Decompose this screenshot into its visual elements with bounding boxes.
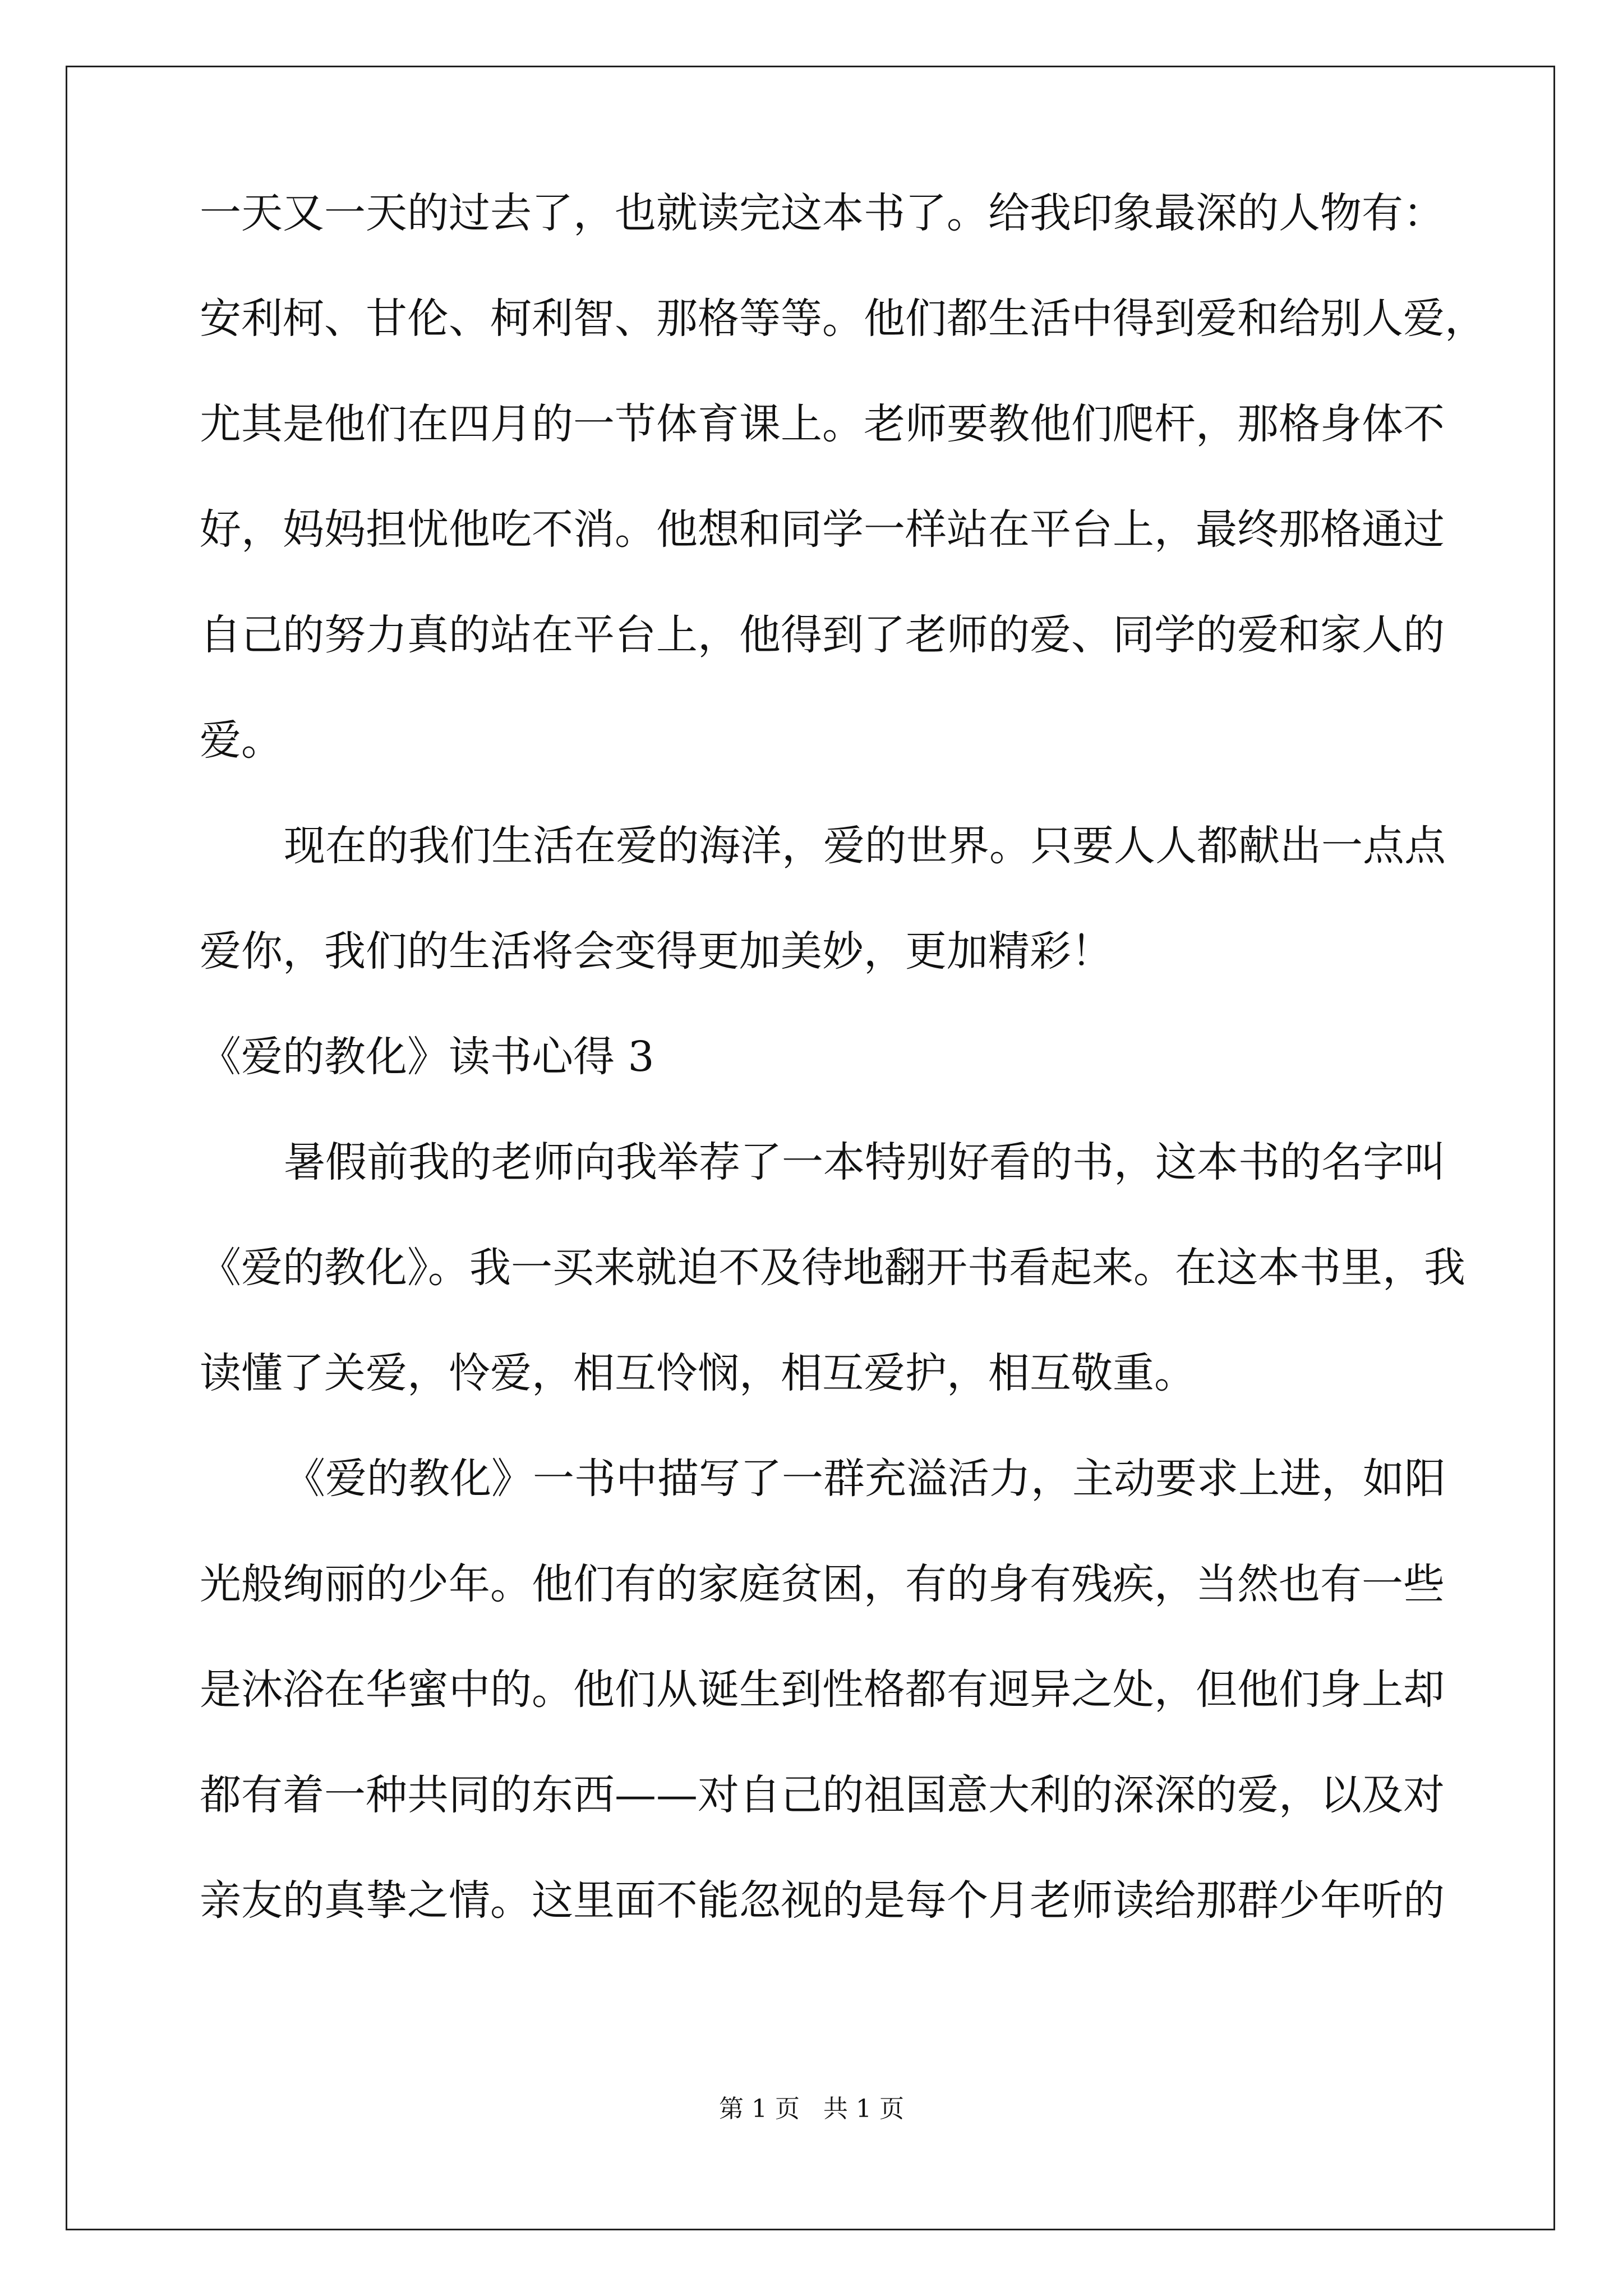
text-line: 尤其是他们在四月的一节体育课上。老师要教他们爬杆，那格身体不 xyxy=(200,400,1445,448)
text-line: 亲友的真挚之情。这里面不能忽视的是每个月老师读给那群少年听的 xyxy=(200,1876,1445,1925)
text-line: 《爱的教化》。我一买来就迫不及待地翻开书看起来。在这本书里，我 xyxy=(200,1244,1465,1292)
text-line: 读懂了关爱，怜爱，相互怜悯，相互爱护，相互敬重。 xyxy=(200,1349,1196,1397)
text-line: 光般绚丽的少年。他们有的家庭贫困，有的身有残疾，当然也有一些 xyxy=(200,1560,1445,1608)
text-line: 自己的努力真的站在平台上，他得到了老师的爱、同学的爱和家人的 xyxy=(200,611,1445,659)
text-line: 一天又一天的过去了，也就读完这本书了。给我印象最深的人物有： xyxy=(200,189,1445,237)
page-footer xyxy=(0,2092,1623,2126)
text-line: 现在的我们生活在爱的海洋，爱的世界。只要人人都献出一点点 xyxy=(284,822,1446,870)
page-number: 第 1 页 xyxy=(719,2095,800,2123)
text-line: 好，妈妈担忧他吃不消。他想和同学一样站在平台上，最终那格通过 xyxy=(200,505,1445,554)
text-line: 《爱的教化》一书中描写了一群充溢活力，主动要求上进，如阳 xyxy=(284,1455,1446,1503)
text-line: 暑假前我的老师向我举荐了一本特别好看的书，这本书的名字叫 xyxy=(284,1138,1446,1186)
text-line: 安利柯、甘伦、柯利智、那格等等。他们都生活中得到爱和给别人爱， xyxy=(200,295,1486,343)
section-heading: 《爱的教化》读书心得 3 xyxy=(200,1033,654,1081)
text-line: 都有着一种共同的东西——对自己的祖国意大利的深深的爱，以及对 xyxy=(200,1771,1445,1819)
page-total: 共 1 页 xyxy=(823,2095,904,2123)
text-line: 爱。 xyxy=(200,716,283,765)
text-line: 是沐浴在华蜜中的。他们从诞生到性格都有迥异之处，但他们身上却 xyxy=(200,1665,1445,1714)
text-line: 爱你，我们的生活将会变得更加美妙，更加精彩！ xyxy=(200,927,1113,976)
